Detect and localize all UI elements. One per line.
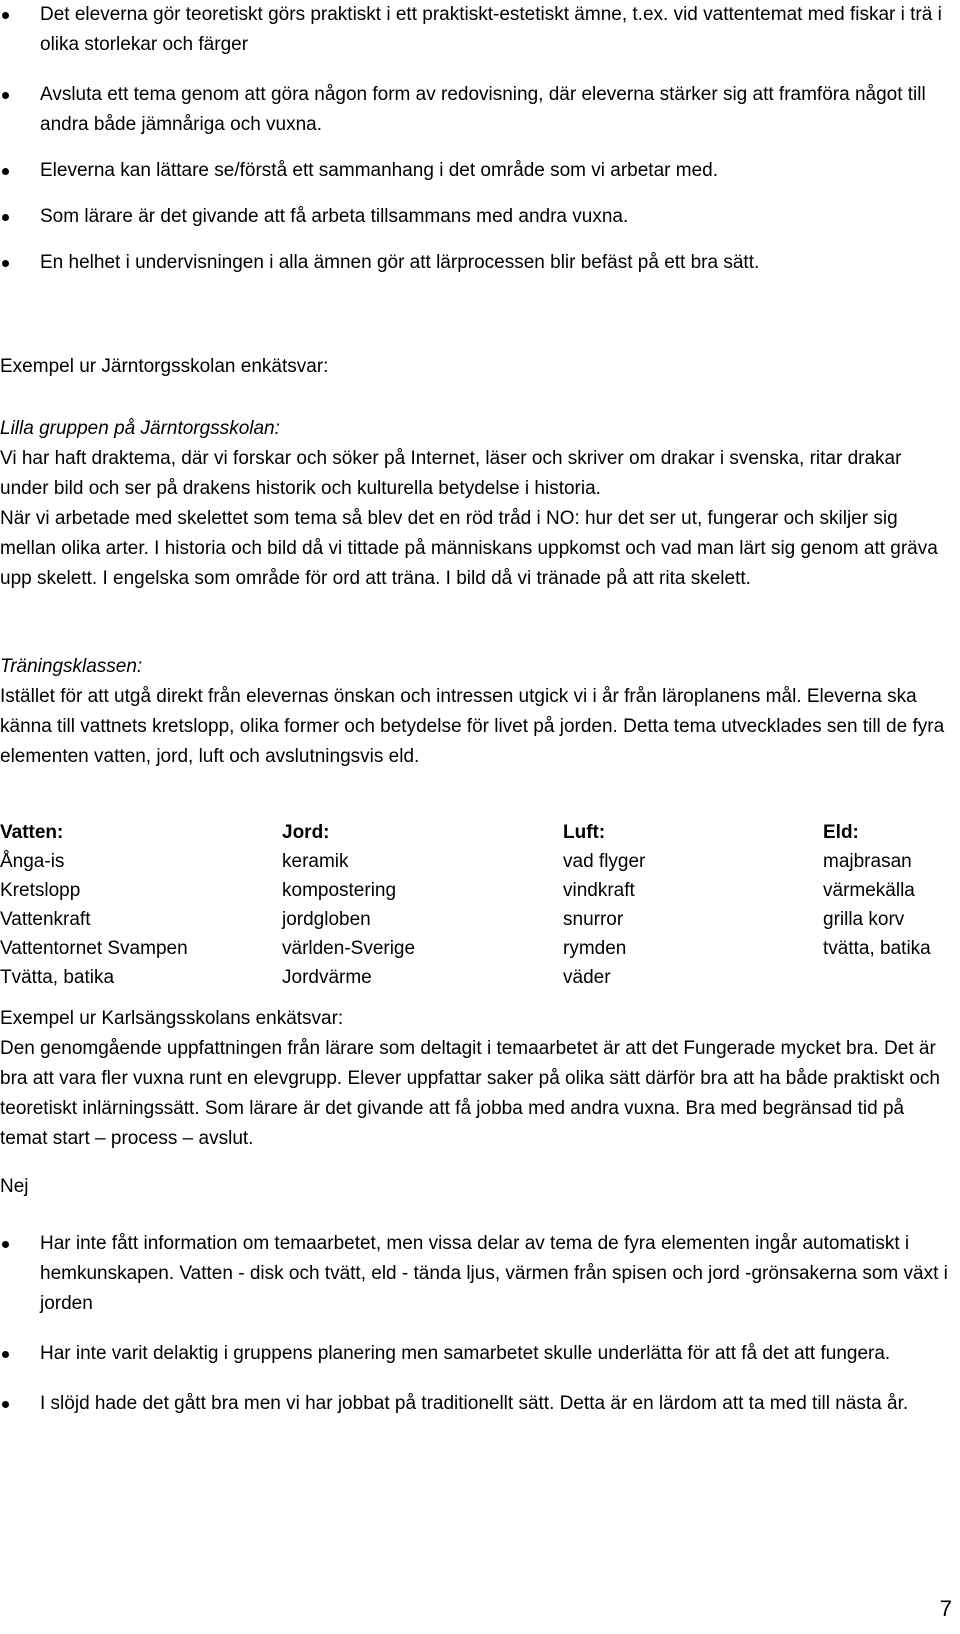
column-header: Jord: <box>282 822 330 843</box>
column-jord <box>282 818 415 992</box>
table-cell: kompostering <box>282 880 397 901</box>
table-cell: vad flyger <box>563 851 646 872</box>
list-item: Har inte varit delaktig i gruppens planering men samarbetet skulle underlätta för att få det att fungera. <box>0 1339 955 1369</box>
table-cell: jordgloben <box>282 909 371 930</box>
lilla-gruppen-paragraph: När vi arbetade med skelettet som tema så blev det en röd tråd i NO: hur det ser ut, fungerar och skiljer sig mellan olika arter. I historia och bild då vi tittade på människans uppkomst och vad man lärt sig genom att gräva upp skelett. I engelska som område för ord att träna. I bild då vi tränade på att rita skelett. <box>0 508 938 589</box>
lilla-gruppen-paragraph: Vi har haft draktema, där vi forskar och söker på Internet, läser och skriver om drakar i svenska, ritar drakar under bild och ser på drakens historik och kulturella betydelse i historia. <box>0 448 902 499</box>
table-cell: grilla korv <box>823 909 905 930</box>
table-cell: rymden <box>563 938 627 959</box>
karlsang-heading: Exempel ur Karlsängsskolans enkätsvar: <box>0 1008 344 1029</box>
nej-label: Nej <box>0 1176 29 1197</box>
column-luft <box>563 818 645 992</box>
traningsklassen-section <box>0 652 955 772</box>
table-cell: vindkraft <box>563 880 635 901</box>
list-item: Eleverna kan lättare se/förstå ett sammanhang i det område som vi arbetar med. <box>0 156 955 186</box>
list-item: En helhet i undervisningen i alla ämnen gör att lärprocessen blir befäst på ett bra sätt. <box>0 248 955 278</box>
list-item: Har inte fått information om temaarbetet, men vissa delar av tema de fyra elementen ingår automatiskt i hemkunskapen. Vatten - disk och tvätt, eld - tända ljus, värmen från spisen och jord -grönsakerna som växt i jorden <box>0 1229 955 1319</box>
karlsang-paragraph: Den genomgående uppfattningen från lärare som deltagit i temaarbetet är att det Fungerade mycket bra. Det är bra att vara fler vuxna runt en elevgrupp. Elever uppfattar saker på olika sätt därför bra att ha både praktiskt och teoretiskt inlärningssätt. Som lärare är det givande att få jobba med andra vuxna. Bra med begränsad tid på temat start – process – avslut. <box>0 1038 940 1149</box>
table-cell: majbrasan <box>823 851 912 872</box>
table-cell: keramik <box>282 851 349 872</box>
table-cell: Kretslopp <box>0 880 81 901</box>
traningsklassen-title: Träningsklassen: <box>0 656 143 677</box>
column-vatten <box>0 818 188 992</box>
table-cell: Vattenkraft <box>0 909 91 930</box>
table-cell: tvätta, batika <box>823 938 931 959</box>
table-cell: Ånga-is <box>0 851 65 872</box>
benefits-bullet-list <box>0 0 955 294</box>
table-cell: Jordvärme <box>282 967 372 988</box>
table-cell: Tvätta, batika <box>0 967 115 988</box>
table-cell: väder <box>563 967 611 988</box>
traningsklassen-paragraph: Istället för att utgå direkt från elevernas önskan och intressen utgick vi i år från läroplanens mål. Eleverna ska känna till vattnets kretslopp, olika former och betydelse för livet på jorden. Detta tema utvecklades sen till de fyra elementen vatten, jord, luft och avslutningsvis eld. <box>0 686 945 767</box>
column-header: Eld: <box>823 822 859 843</box>
jarntorg-example-heading: Exempel ur Järntorgsskolan enkätsvar: <box>0 356 329 377</box>
list-item: Avsluta ett tema genom att göra någon form av redovisning, där eleverna stärker sig att framföra något till andra både jämnåriga och vuxna. <box>0 80 955 140</box>
list-item: Det eleverna gör teoretiskt görs praktiskt i ett praktiskt-estetiskt ämne, t.ex. vid vattentemat med fiskar i trä i olika storlekar och färger <box>0 0 955 60</box>
table-cell: världen-Sverige <box>282 938 416 959</box>
karlsang-section <box>0 1004 955 1154</box>
list-item: Som lärare är det givande att få arbeta tillsammans med andra vuxna. <box>0 202 955 232</box>
column-eld <box>823 818 931 963</box>
page-number: 7 <box>939 1596 952 1621</box>
table-cell: värmekälla <box>823 880 915 901</box>
table-cell: Vattentornet Svampen <box>0 938 188 959</box>
column-header: Luft: <box>563 822 606 843</box>
nej-bullet-list <box>0 1229 955 1439</box>
lilla-gruppen-title: Lilla gruppen på Järntorgsskolan: <box>0 418 280 439</box>
list-item: I slöjd hade det gått bra men vi har jobbat på traditionellt sätt. Detta är en lärdom att ta med till nästa år. <box>0 1389 955 1419</box>
column-header: Vatten: <box>0 822 64 843</box>
lilla-gruppen-section <box>0 414 955 594</box>
table-cell: snurror <box>563 909 624 930</box>
